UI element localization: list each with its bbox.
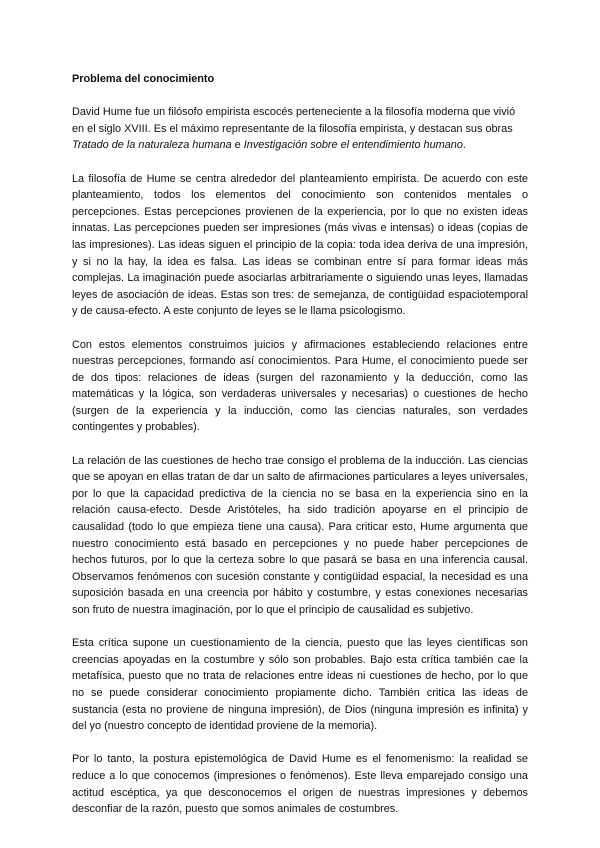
document-title: Problema del conocimiento — [72, 73, 215, 85]
work-title-tratado: Tratado de la naturaleza humana — [72, 139, 232, 152]
paragraph-tipos-conocimiento: Con estos elementos construimos juicios y afirmaciones estableciendo relaciones entre nuestras percepciones, formando así conocimientos. Para Hume, el conocimiento puede ser de dos tipos: relaciones de ideas (surgen del razonamiento y la deducción, como las matemáticas y la lógica, son verdaderas universales y necesarias) o cuestiones de hecho (surgen de la experiencia y la inducción, como las ciencias naturales, son verdades contingentes y probables). — [72, 338, 528, 434]
paragraph-problema-induccion: La relación de las cuestiones de hecho trae consigo el problema de la inducción. Las ciencias que se apoyan en ellas tratan de dar un salto de afirmaciones particulares a leyes universales, por lo que la capacidad predictiva de la ciencia no se basa en la experiencia sino en la relación causa-efecto. Desde Aristóteles, ha sido tradición apoyarse en el principio de causalidad (todo lo que empieza tiene una causa). Para criticar esto, Hume argumenta que nuestro conocimiento está basado en percepciones y no puede haber percepciones de hechos futuros, por lo que la certeza sobre lo que pasará se basa en una inferencia causal. Observamos fenómenos con sucesión constante y contigüidad espacial, la necesidad es una suposición basada en una creencia por hábito y costumbre, y estas conexiones necesarias son fruto de nuestra imaginación, por lo que el principio de causalidad es subjetivo. — [72, 454, 528, 616]
document-page — [72, 71, 528, 834]
paragraph-empirismo: La filosofía de Hume se centra alrededor del planteamiento empirista. De acuerdo con este planteamiento, todos los elementos del conocimiento son contenidos mentales o percepciones. Estas percepciones provienen de la experiencia, por lo que no existen ideas innatas. Las percepciones pueden ser impresiones (más vivas e intensas) o ideas (copias de las impresiones). Las ideas siguen el principio de la copia: toda idea deriva de una impresión, y si no la hay, la idea es falsa. Las ideas se combinan entre sí para formar ideas más complejas. La imaginación puede asociarlas arbitrariamente o siguiendo unas leyes, llamadas leyes de asociación de ideas. Estas son tres: de semejanza, de contigüidad espaciotemporal y de causa-efecto. A este conjunto de leyes se le llama psicologismo. — [72, 172, 528, 318]
intro-connector: e — [231, 139, 244, 152]
paragraph-critica-ciencia: Esta crítica supone un cuestionamiento de la ciencia, puesto que las leyes científicas son creencias apoyadas en la costumbre y sólo son probables. Bajo esta crítica también cae la metafísica, puesto que no trata de relaciones entre ideas ni cuestiones de hecho, por lo que no se puede considerar conocimiento propiamente dicho. También critica las ideas de sustancia (esta no proviene de ninguna impresión), de Dios (ninguna impresión es infinita) y del yo (nuestro concepto de identidad proviene de la memoria). — [72, 637, 528, 733]
intro-paragraph — [72, 104, 528, 154]
intro-end: . — [462, 139, 466, 152]
work-title-investigacion: Investigación sobre el entendimiento humano — [243, 139, 463, 152]
paragraph-fenomenismo: Por lo tanto, la postura epistemológica de David Hume es el fenomenismo: la realidad se reduce a lo que conocemos (impresiones o fenómenos). Este lleva emparejado consigo una actitud escéptica, ya que desconocemos el origen de nuestras impresiones y debemos desconfiar de la razón, puesto que somos animales de costumbres. — [72, 753, 528, 816]
intro-text: David Hume fue un filósofo empirista escocés perteneciente a la filosofía moderna que vivió en el siglo XVIII. Es el máximo representante de la filosofía empirista, y destacan sus obras — [72, 106, 516, 135]
